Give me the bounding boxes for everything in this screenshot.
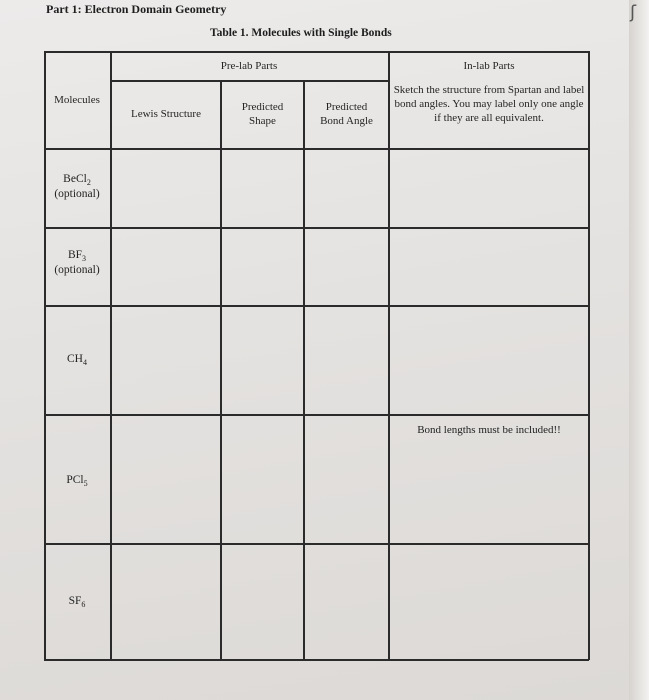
header-predicted-bond-angle-line1: Predicted (325, 101, 368, 113)
col-divider-shape (303, 80, 305, 660)
header-predicted-shape (222, 100, 303, 128)
molecule-formula: $BF_3$ (67, 249, 87, 263)
header-predicted-shape-line2: Shape (249, 115, 276, 127)
table-title: Table 1. Molecules with Single Bonds (210, 27, 392, 39)
row-divider-3 (44, 414, 589, 416)
molecule-formula: $CH_4$ (67, 353, 87, 367)
header-molecules: Molecules (54, 94, 100, 106)
row-divider-4 (44, 543, 589, 545)
header-sketch-instructions: Sketch the structure from Spartan and label bond angles. You may label only one angle if they are all equivalent. (393, 84, 585, 124)
table-border-top (44, 51, 589, 53)
header-in-lab-parts: In-lab Parts (463, 60, 515, 72)
header-pre-lab-parts: Pre-lab Parts (220, 60, 278, 72)
header-predicted-bond-angle-line2: Bond Angle (320, 115, 373, 127)
header-lewis-structure: Lewis Structure (131, 108, 201, 120)
col-divider-molecules (110, 51, 112, 660)
col-divider-angle (388, 51, 390, 660)
header-predicted-shape-line1: Predicted (241, 101, 284, 113)
molecule-optional-note: (optional) (54, 264, 100, 276)
molecule-becl2 (44, 172, 110, 202)
header-predicted-bond-angle (305, 100, 388, 128)
molecule-ch4 (44, 352, 110, 367)
bond-length-note: Bond lengths must be included!! (417, 424, 561, 436)
part-title: Part 1: Electron Domain Geometry (46, 2, 227, 16)
molecule-formula: $SF_6$ (68, 595, 86, 609)
row-divider-1 (44, 227, 589, 229)
molecule-optional-note: (optional) (54, 188, 100, 200)
row-divider-2 (44, 305, 589, 307)
table-border-bottom (44, 659, 589, 661)
table-border-right (588, 51, 590, 660)
molecule-pcl5 (44, 473, 110, 488)
molecule-formula: BeCl$_2$ (63, 173, 91, 187)
molecule-formula: PCl$_5$ (66, 474, 88, 488)
margin-pen-mark: ʃ (630, 2, 637, 23)
group-header-divider (110, 80, 390, 82)
header-bottom-line (44, 148, 589, 150)
col-divider-lewis (220, 80, 222, 660)
molecule-sf6 (44, 594, 110, 609)
molecule-bf3 (44, 248, 110, 278)
